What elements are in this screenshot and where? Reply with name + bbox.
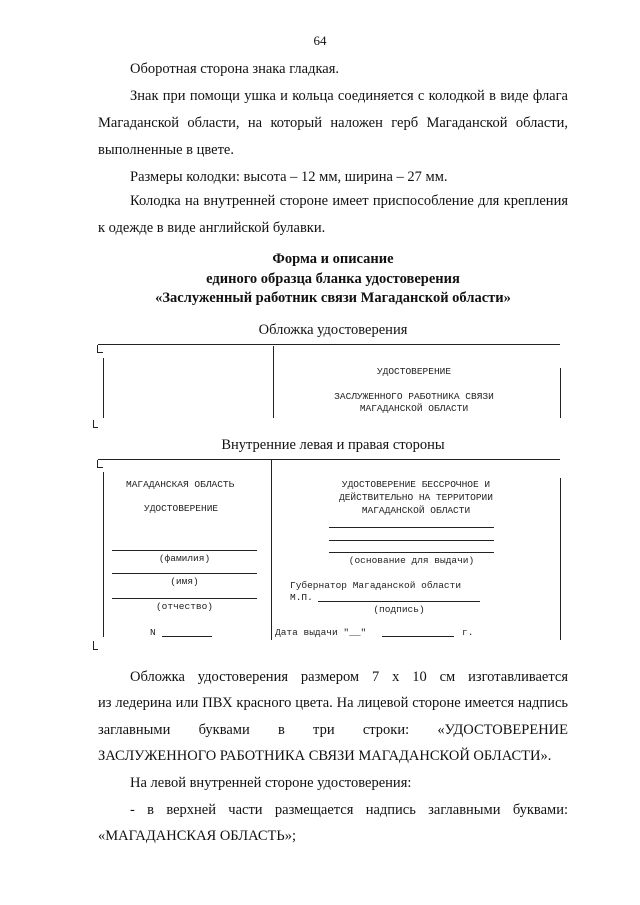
bottom-p3-line2: «МАГАДАНСКАЯ ОБЛАСТЬ»; [98,828,296,844]
stamp-label: М.П. [290,592,313,603]
cover-top-border [98,344,560,345]
cover-corner-tl-tick [98,352,103,353]
right-text-3: МАГАДАНСКОЙ ОБЛАСТИ [361,505,471,516]
number-line [162,636,212,637]
bottom-p1-line1: Обложка удостоверения размером 7 х 10 см изготавливается [130,669,568,685]
paragraph-fastening: Колодка на внутренней стороне имеет приспособление для крепления к одежде в виде английской булавки. [98,193,568,236]
right-text-1: УДОСТОВЕРЕНИЕ БЕССРОЧНОЕ И [341,479,491,490]
number-label: N [150,627,156,638]
bottom-p3-line1: - в верхней части размещается надпись заглавными буквами: [130,802,568,818]
basis-line-3 [329,552,494,553]
page-number: 64 [313,33,327,48]
surname-line [112,550,257,551]
paragraph-attachment: Знак при помощи ушка и кольца соединяется с колодкой в виде флага Магаданской области, на который наложен герб Магаданской области, выполненные в цвете. [98,88,568,158]
name-caption: (имя) [170,576,199,587]
section-heading-line2: единого образца бланка удостоверения [206,271,460,287]
cover-corner-bl-tick [93,427,98,428]
cover-title: УДОСТОВЕРЕНИЕ [376,366,452,377]
governor-label: Губернатор Магаданской области [290,580,462,591]
bottom-p1-line3: заглавными буквами в три строки: «УДОСТОВЕРЕНИЕ [98,722,568,738]
signature-caption: (подпись) [373,604,425,615]
inside-left-border [103,472,104,637]
signature-line [318,601,480,602]
cover-subtitle-2: МАГАДАНСКОЙ ОБЛАСТИ [359,403,469,414]
patronymic-caption: (отчество) [155,601,213,612]
left-doc-label: УДОСТОВЕРЕНИЕ [144,503,219,514]
inside-caption: Внутренние левая и правая стороны [221,437,445,453]
cover-caption: Обложка удостоверения [258,322,408,338]
paragraph-dimensions: Размеры колодки: высота – 12 мм, ширина – 27 мм. [130,169,448,185]
bottom-p1-line4: ЗАСЛУЖЕННОГО РАБОТНИКА СВЯЗИ МАГАДАНСКОЙ ОБЛАСТИ». [98,748,552,764]
issue-date-line [382,636,454,637]
bottom-p1-line2: из ледерина или ПВХ красного цвета. На лицевой стороне имеется надпись [98,695,568,711]
inside-top-border [98,459,560,460]
cover-subtitle-1: ЗАСЛУЖЕННОГО РАБОТНИКА СВЯЗИ [334,391,494,402]
inside-corner-tl-tick [98,467,103,468]
basis-caption: (основание для выдачи) [348,555,475,566]
cover-right-border [560,368,561,418]
left-region-label: МАГАДАНСКАЯ ОБЛАСТЬ [126,479,235,490]
issue-date-label: Дата выдачи "__" [275,627,367,638]
inside-right-border [560,478,561,640]
basis-line-2 [329,540,494,541]
right-text-2: ДЕЙСТВИТЕЛЬНО НА ТЕРРИТОРИИ [339,492,493,503]
paragraph-reverse-side: Оборотная сторона знака гладкая. [130,61,340,77]
inside-corner-bl-tick [93,649,98,650]
cover-left-border [103,358,104,418]
bottom-p2: На левой внутренней стороне удостоверения: [130,775,412,791]
section-heading-line3: «Заслуженный работник связи Магаданской области» [155,290,511,306]
issue-year-label: г. [462,627,474,638]
basis-line-1 [329,527,494,528]
section-heading-line1: Форма и описание [272,251,394,267]
patronymic-line [112,598,257,599]
surname-caption: (фамилия) [158,553,211,564]
name-line [112,573,257,574]
